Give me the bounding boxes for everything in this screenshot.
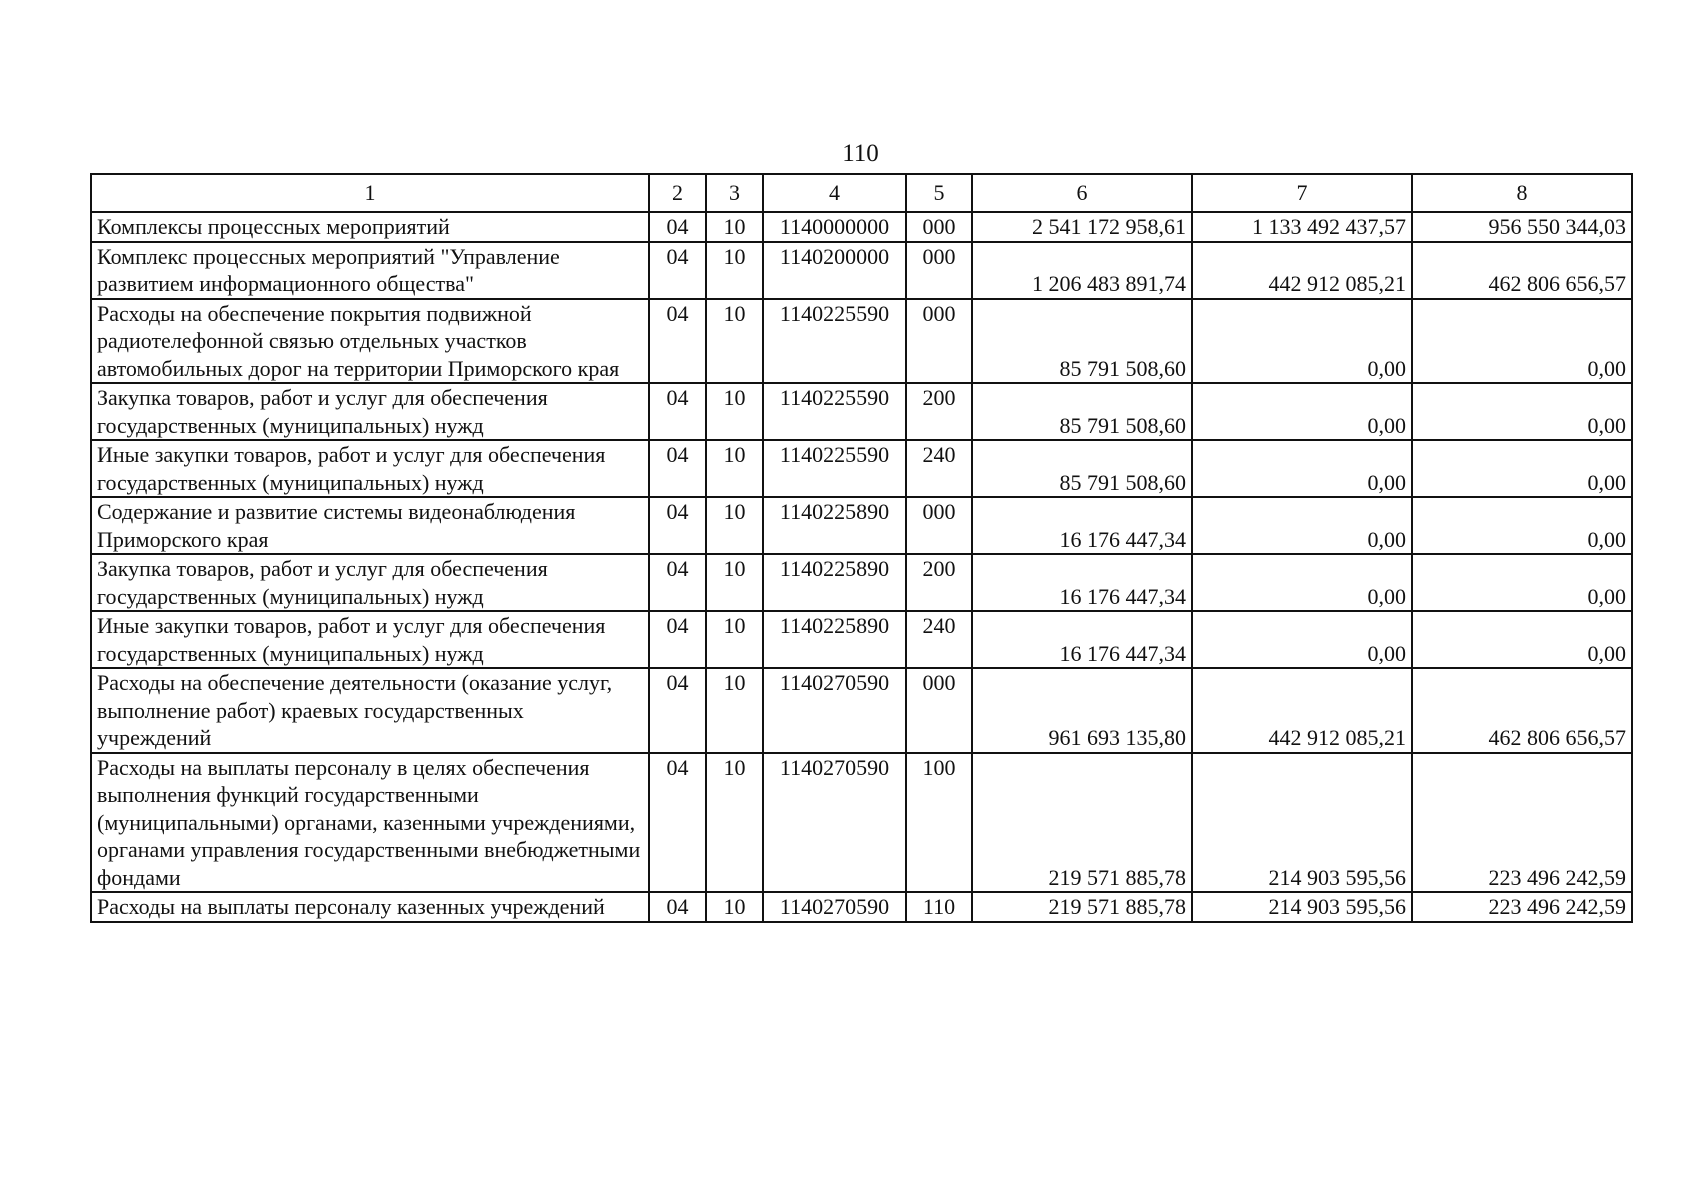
- subsection-code: 10: [706, 668, 763, 753]
- table-row: [91, 299, 1632, 384]
- amount-col-8: 0,00: [1412, 554, 1632, 611]
- amount-col-7: 0,00: [1192, 497, 1412, 554]
- section-code: 04: [649, 753, 706, 893]
- column-header: 3: [706, 174, 763, 212]
- expense-type-code: 110: [906, 892, 972, 922]
- column-header: 1: [91, 174, 649, 212]
- row-description: Комплексы процессных мероприятий: [91, 212, 649, 242]
- budget-table: [90, 173, 1633, 923]
- row-description: Комплекс процессных мероприятий "Управление развитием информационного общества": [91, 242, 649, 299]
- amount-col-6: 16 176 447,34: [972, 611, 1192, 668]
- table-row: [91, 554, 1632, 611]
- target-article-code: 1140000000: [763, 212, 906, 242]
- amount-col-8: 223 496 242,59: [1412, 892, 1632, 922]
- amount-col-8: 0,00: [1412, 611, 1632, 668]
- amount-col-7: 0,00: [1192, 611, 1412, 668]
- target-article-code: 1140225590: [763, 440, 906, 497]
- row-description: Расходы на выплаты персоналу казенных учреждений: [91, 892, 649, 922]
- amount-col-8: 223 496 242,59: [1412, 753, 1632, 893]
- target-article-code: 1140200000: [763, 242, 906, 299]
- amount-col-6: 85 791 508,60: [972, 440, 1192, 497]
- row-description: Расходы на обеспечение деятельности (оказание услуг, выполнение работ) краевых государственных учреждений: [91, 668, 649, 753]
- section-code: 04: [649, 383, 706, 440]
- subsection-code: 10: [706, 299, 763, 384]
- amount-col-8: 0,00: [1412, 383, 1632, 440]
- section-code: 04: [649, 554, 706, 611]
- target-article-code: 1140225590: [763, 383, 906, 440]
- section-code: 04: [649, 668, 706, 753]
- amount-col-6: 16 176 447,34: [972, 497, 1192, 554]
- target-article-code: 1140225890: [763, 497, 906, 554]
- table-row: [91, 611, 1632, 668]
- column-header: 7: [1192, 174, 1412, 212]
- amount-col-6: 219 571 885,78: [972, 892, 1192, 922]
- subsection-code: 10: [706, 554, 763, 611]
- target-article-code: 1140270590: [763, 892, 906, 922]
- subsection-code: 10: [706, 212, 763, 242]
- amount-col-6: 219 571 885,78: [972, 753, 1192, 893]
- amount-col-7: 0,00: [1192, 383, 1412, 440]
- page-number: 110: [842, 140, 879, 167]
- section-code: 04: [649, 611, 706, 668]
- expense-type-code: 000: [906, 497, 972, 554]
- amount-col-7: 214 903 595,56: [1192, 753, 1412, 893]
- subsection-code: 10: [706, 383, 763, 440]
- section-code: 04: [649, 242, 706, 299]
- table-row: [91, 668, 1632, 753]
- row-description: Закупка товаров, работ и услуг для обеспечения государственных (муниципальных) нужд: [91, 554, 649, 611]
- section-code: 04: [649, 440, 706, 497]
- subsection-code: 10: [706, 242, 763, 299]
- subsection-code: 10: [706, 892, 763, 922]
- table-row: [91, 212, 1632, 242]
- amount-col-8: 462 806 656,57: [1412, 668, 1632, 753]
- amount-col-7: 442 912 085,21: [1192, 668, 1412, 753]
- expense-type-code: 240: [906, 440, 972, 497]
- amount-col-6: 85 791 508,60: [972, 383, 1192, 440]
- table-row: [91, 383, 1632, 440]
- amount-col-8: 0,00: [1412, 440, 1632, 497]
- table-row: [91, 753, 1632, 893]
- target-article-code: 1140270590: [763, 753, 906, 893]
- row-description: Иные закупки товаров, работ и услуг для обеспечения государственных (муниципальных) нужд: [91, 440, 649, 497]
- row-description: Содержание и развитие системы видеонаблюдения Приморского края: [91, 497, 649, 554]
- amount-col-7: 214 903 595,56: [1192, 892, 1412, 922]
- amount-col-6: 85 791 508,60: [972, 299, 1192, 384]
- column-header: 4: [763, 174, 906, 212]
- amount-col-7: 1 133 492 437,57: [1192, 212, 1412, 242]
- amount-col-6: 16 176 447,34: [972, 554, 1192, 611]
- subsection-code: 10: [706, 753, 763, 893]
- expense-type-code: 200: [906, 383, 972, 440]
- section-code: 04: [649, 497, 706, 554]
- table-row: [91, 440, 1632, 497]
- header-row: [91, 174, 1632, 212]
- row-description: Расходы на выплаты персоналу в целях обеспечения выполнения функций государственными (муниципальными) органами, казенными учреждениями, органами управления государственными внебюджетными фондами: [91, 753, 649, 893]
- amount-col-7: 0,00: [1192, 299, 1412, 384]
- table-row: [91, 892, 1632, 922]
- section-code: 04: [649, 212, 706, 242]
- amount-col-7: 442 912 085,21: [1192, 242, 1412, 299]
- subsection-code: 10: [706, 611, 763, 668]
- row-description: Закупка товаров, работ и услуг для обеспечения государственных (муниципальных) нужд: [91, 383, 649, 440]
- target-article-code: 1140225890: [763, 611, 906, 668]
- amount-col-6: 961 693 135,80: [972, 668, 1192, 753]
- subsection-code: 10: [706, 440, 763, 497]
- amount-col-7: 0,00: [1192, 440, 1412, 497]
- target-article-code: 1140225890: [763, 554, 906, 611]
- column-header: 2: [649, 174, 706, 212]
- table-row: [91, 497, 1632, 554]
- amount-col-6: 1 206 483 891,74: [972, 242, 1192, 299]
- table-body: [91, 174, 1632, 922]
- expense-type-code: 240: [906, 611, 972, 668]
- row-description: Расходы на обеспечение покрытия подвижной радиотелефонной связью отдельных участков автомобильных дорог на территории Приморского края: [91, 299, 649, 384]
- target-article-code: 1140225590: [763, 299, 906, 384]
- column-header: 6: [972, 174, 1192, 212]
- subsection-code: 10: [706, 497, 763, 554]
- expense-type-code: 200: [906, 554, 972, 611]
- amount-col-8: 956 550 344,03: [1412, 212, 1632, 242]
- column-header: 5: [906, 174, 972, 212]
- section-code: 04: [649, 892, 706, 922]
- amount-col-8: 462 806 656,57: [1412, 242, 1632, 299]
- row-description: Иные закупки товаров, работ и услуг для обеспечения государственных (муниципальных) нужд: [91, 611, 649, 668]
- expense-type-code: 000: [906, 242, 972, 299]
- table-row: [91, 242, 1632, 299]
- target-article-code: 1140270590: [763, 668, 906, 753]
- amount-col-8: 0,00: [1412, 497, 1632, 554]
- expense-type-code: 100: [906, 753, 972, 893]
- section-code: 04: [649, 299, 706, 384]
- column-header: 8: [1412, 174, 1632, 212]
- expense-type-code: 000: [906, 212, 972, 242]
- amount-col-8: 0,00: [1412, 299, 1632, 384]
- expense-type-code: 000: [906, 299, 972, 384]
- amount-col-7: 0,00: [1192, 554, 1412, 611]
- expense-type-code: 000: [906, 668, 972, 753]
- amount-col-6: 2 541 172 958,61: [972, 212, 1192, 242]
